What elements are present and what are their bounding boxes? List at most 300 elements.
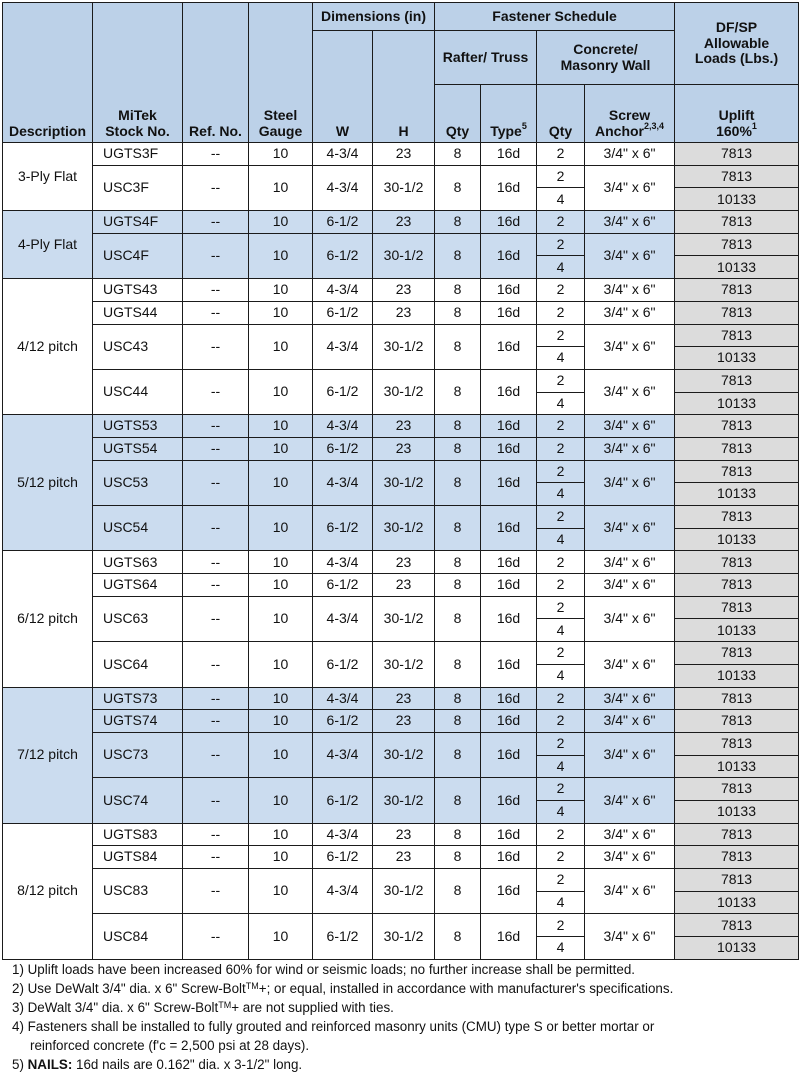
wall-qty-cell: 2 <box>537 869 585 892</box>
stock-no-cell: UGTS83 <box>93 823 183 846</box>
uplift-load-cell: 7813 <box>675 324 799 347</box>
nail-type-cell: 16d <box>481 642 537 687</box>
wall-qty-cell: 4 <box>537 891 585 914</box>
wall-qty-cell: 2 <box>537 914 585 937</box>
height-cell: 30-1/2 <box>373 732 435 777</box>
gauge-cell: 10 <box>249 233 313 278</box>
header-stock-no: MiTek Stock No. <box>93 3 183 143</box>
table-row <box>3 551 799 574</box>
height-cell: 23 <box>373 211 435 234</box>
ref-no-cell: -- <box>183 732 249 777</box>
gauge-cell: 10 <box>249 574 313 597</box>
nail-type-cell: 16d <box>481 687 537 710</box>
height-cell: 23 <box>373 846 435 869</box>
ref-no-cell: -- <box>183 823 249 846</box>
width-cell: 4-3/4 <box>313 143 373 166</box>
screw-anchor-cell: 3/4" x 6" <box>585 437 675 460</box>
height-cell: 23 <box>373 687 435 710</box>
wall-qty-cell: 2 <box>537 506 585 529</box>
ref-no-cell: -- <box>183 369 249 414</box>
uplift-load-cell: 7813 <box>675 233 799 256</box>
screw-anchor-cell: 3/4" x 6" <box>585 869 675 914</box>
rafter-qty-cell: 8 <box>435 279 481 302</box>
description-cell: 8/12 pitch <box>3 823 93 959</box>
height-cell: 23 <box>373 437 435 460</box>
gauge-cell: 10 <box>249 687 313 710</box>
footnote-2: 2) Use DeWalt 3/4" dia. x 6" Screw-Bolt™+; or equal, installed in accordance with manufacturer's specifications. <box>12 981 674 996</box>
stock-no-cell: USC63 <box>93 596 183 641</box>
nail-type-cell: 16d <box>481 415 537 438</box>
screw-anchor-cell: 3/4" x 6" <box>585 233 675 278</box>
header-concrete-masonry: Concrete/ Masonry Wall <box>537 31 675 85</box>
width-cell: 6-1/2 <box>313 710 373 733</box>
rafter-qty-cell: 8 <box>435 596 481 641</box>
nail-type-cell: 16d <box>481 233 537 278</box>
wall-qty-cell: 2 <box>537 143 585 166</box>
header-w: W <box>313 31 373 143</box>
nail-type-cell: 16d <box>481 778 537 823</box>
table-row <box>3 846 799 869</box>
ref-no-cell: -- <box>183 574 249 597</box>
ref-no-cell: -- <box>183 143 249 166</box>
screw-anchor-cell: 3/4" x 6" <box>585 846 675 869</box>
table-row <box>3 869 799 892</box>
footnote-5: 5) NAILS: 16d nails are 0.162" dia. x 3-1/2" long. <box>12 1057 303 1072</box>
ref-no-cell: -- <box>183 460 249 505</box>
table-row <box>3 324 799 347</box>
width-cell: 6-1/2 <box>313 301 373 324</box>
wall-qty-cell: 2 <box>537 301 585 324</box>
screw-anchor-cell: 3/4" x 6" <box>585 823 675 846</box>
gauge-cell: 10 <box>249 301 313 324</box>
nail-type-cell: 16d <box>481 460 537 505</box>
wall-qty-cell: 4 <box>537 619 585 642</box>
uplift-load-cell: 10133 <box>675 188 799 211</box>
screw-anchor-cell: 3/4" x 6" <box>585 596 675 641</box>
height-cell: 23 <box>373 710 435 733</box>
uplift-load-cell: 10133 <box>675 483 799 506</box>
table-row <box>3 233 799 256</box>
screw-anchor-cell: 3/4" x 6" <box>585 732 675 777</box>
height-cell: 30-1/2 <box>373 233 435 278</box>
stock-no-cell: USC64 <box>93 642 183 687</box>
uplift-load-cell: 10133 <box>675 937 799 960</box>
uplift-load-cell: 10133 <box>675 755 799 778</box>
gauge-cell: 10 <box>249 551 313 574</box>
nail-type-cell: 16d <box>481 732 537 777</box>
ref-no-cell: -- <box>183 165 249 210</box>
width-cell: 6-1/2 <box>313 642 373 687</box>
uplift-load-cell: 7813 <box>675 279 799 302</box>
ref-no-cell: -- <box>183 233 249 278</box>
height-cell: 30-1/2 <box>373 324 435 369</box>
ref-no-cell: -- <box>183 687 249 710</box>
screw-anchor-cell: 3/4" x 6" <box>585 574 675 597</box>
screw-anchor-cell: 3/4" x 6" <box>585 369 675 414</box>
wall-qty-cell: 2 <box>537 687 585 710</box>
width-cell: 6-1/2 <box>313 437 373 460</box>
table-row <box>3 143 799 166</box>
nail-type-cell: 16d <box>481 506 537 551</box>
ref-no-cell: -- <box>183 710 249 733</box>
stock-no-cell: USC73 <box>93 732 183 777</box>
uplift-load-cell: 7813 <box>675 301 799 324</box>
nail-type-cell: 16d <box>481 211 537 234</box>
gauge-cell: 10 <box>249 165 313 210</box>
screw-anchor-cell: 3/4" x 6" <box>585 710 675 733</box>
ref-no-cell: -- <box>183 301 249 324</box>
ref-no-cell: -- <box>183 506 249 551</box>
gauge-cell: 10 <box>249 869 313 914</box>
table-row <box>3 415 799 438</box>
stock-no-cell: USC54 <box>93 506 183 551</box>
rafter-qty-cell: 8 <box>435 846 481 869</box>
stock-no-cell: UGTS4F <box>93 211 183 234</box>
footnote-4-continued: reinforced concrete (f'c = 2,500 psi at 28 days). <box>30 1038 310 1053</box>
rafter-qty-cell: 8 <box>435 211 481 234</box>
table-row <box>3 642 799 665</box>
header-dimensions: Dimensions (in) <box>313 3 435 31</box>
stock-no-cell: UGTS3F <box>93 143 183 166</box>
width-cell: 4-3/4 <box>313 687 373 710</box>
screw-anchor-cell: 3/4" x 6" <box>585 279 675 302</box>
wall-qty-cell: 2 <box>537 823 585 846</box>
table-row <box>3 211 799 234</box>
gauge-cell: 10 <box>249 710 313 733</box>
nail-type-cell: 16d <box>481 165 537 210</box>
rafter-qty-cell: 8 <box>435 437 481 460</box>
height-cell: 23 <box>373 143 435 166</box>
wall-qty-cell: 4 <box>537 755 585 778</box>
stock-no-cell: UGTS73 <box>93 687 183 710</box>
rafter-qty-cell: 8 <box>435 301 481 324</box>
width-cell: 4-3/4 <box>313 551 373 574</box>
screw-anchor-cell: 3/4" x 6" <box>585 301 675 324</box>
stock-no-cell: USC53 <box>93 460 183 505</box>
table-row <box>3 279 799 302</box>
rafter-qty-cell: 8 <box>435 165 481 210</box>
wall-qty-cell: 2 <box>537 165 585 188</box>
nail-type-cell: 16d <box>481 914 537 959</box>
nail-type-cell: 16d <box>481 823 537 846</box>
rafter-qty-cell: 8 <box>435 369 481 414</box>
table-row <box>3 506 799 529</box>
uplift-load-cell: 7813 <box>675 596 799 619</box>
table-body <box>3 143 799 960</box>
uplift-load-cell: 7813 <box>675 211 799 234</box>
uplift-load-cell: 7813 <box>675 165 799 188</box>
wall-qty-cell: 2 <box>537 460 585 483</box>
rafter-qty-cell: 8 <box>435 778 481 823</box>
description-cell: 4-Ply Flat <box>3 211 93 279</box>
height-cell: 23 <box>373 301 435 324</box>
table-row <box>3 460 799 483</box>
screw-anchor-cell: 3/4" x 6" <box>585 415 675 438</box>
width-cell: 6-1/2 <box>313 369 373 414</box>
width-cell: 6-1/2 <box>313 211 373 234</box>
table-row <box>3 301 799 324</box>
gauge-cell: 10 <box>249 415 313 438</box>
description-cell: 4/12 pitch <box>3 279 93 415</box>
width-cell: 4-3/4 <box>313 415 373 438</box>
uplift-load-cell: 7813 <box>675 846 799 869</box>
stock-no-cell: UGTS53 <box>93 415 183 438</box>
wall-qty-cell: 2 <box>537 710 585 733</box>
rafter-qty-cell: 8 <box>435 233 481 278</box>
wall-qty-cell: 2 <box>537 551 585 574</box>
wall-qty-cell: 4 <box>537 188 585 211</box>
stock-no-cell: UGTS64 <box>93 574 183 597</box>
nail-type-cell: 16d <box>481 710 537 733</box>
screw-anchor-cell: 3/4" x 6" <box>585 914 675 959</box>
uplift-load-cell: 7813 <box>675 437 799 460</box>
rafter-qty-cell: 8 <box>435 143 481 166</box>
ref-no-cell: -- <box>183 869 249 914</box>
screw-anchor-cell: 3/4" x 6" <box>585 687 675 710</box>
uplift-load-cell: 7813 <box>675 914 799 937</box>
uplift-load-cell: 7813 <box>675 369 799 392</box>
height-cell: 23 <box>373 574 435 597</box>
uplift-load-cell: 10133 <box>675 347 799 370</box>
uplift-load-cell: 10133 <box>675 256 799 279</box>
uplift-load-cell: 7813 <box>675 415 799 438</box>
wall-qty-cell: 4 <box>537 347 585 370</box>
header-rafter-truss: Rafter/ Truss <box>435 31 537 85</box>
gauge-cell: 10 <box>249 914 313 959</box>
stock-no-cell: UGTS63 <box>93 551 183 574</box>
wall-qty-cell: 2 <box>537 846 585 869</box>
footnote-4: 4) Fasteners shall be installed to fully grouted and reinforced masonry units (CMU) type S or better mortar or <box>12 1019 655 1034</box>
uplift-load-cell: 7813 <box>675 642 799 665</box>
gauge-cell: 10 <box>249 211 313 234</box>
uplift-load-cell: 7813 <box>675 551 799 574</box>
gauge-cell: 10 <box>249 279 313 302</box>
wall-qty-cell: 2 <box>537 732 585 755</box>
wall-qty-cell: 2 <box>537 415 585 438</box>
wall-qty-cell: 2 <box>537 596 585 619</box>
height-cell: 23 <box>373 823 435 846</box>
stock-no-cell: USC43 <box>93 324 183 369</box>
wall-qty-cell: 4 <box>537 664 585 687</box>
wall-qty-cell: 4 <box>537 937 585 960</box>
ref-no-cell: -- <box>183 914 249 959</box>
screw-anchor-cell: 3/4" x 6" <box>585 211 675 234</box>
height-cell: 30-1/2 <box>373 165 435 210</box>
gauge-cell: 10 <box>249 642 313 687</box>
screw-anchor-cell: 3/4" x 6" <box>585 143 675 166</box>
screw-anchor-cell: 3/4" x 6" <box>585 165 675 210</box>
uplift-load-cell: 10133 <box>675 800 799 823</box>
header-wall-qty: Qty <box>537 85 585 143</box>
rafter-qty-cell: 8 <box>435 460 481 505</box>
uplift-load-cell: 7813 <box>675 732 799 755</box>
wall-qty-cell: 4 <box>537 528 585 551</box>
height-cell: 30-1/2 <box>373 869 435 914</box>
ref-no-cell: -- <box>183 279 249 302</box>
nail-type-cell: 16d <box>481 369 537 414</box>
stock-no-cell: UGTS44 <box>93 301 183 324</box>
uplift-load-cell: 7813 <box>675 778 799 801</box>
stock-no-cell: UGTS43 <box>93 279 183 302</box>
uplift-load-cell: 10133 <box>675 528 799 551</box>
width-cell: 6-1/2 <box>313 778 373 823</box>
table-row <box>3 369 799 392</box>
uplift-load-cell: 10133 <box>675 619 799 642</box>
uplift-load-cell: 7813 <box>675 710 799 733</box>
gauge-cell: 10 <box>249 143 313 166</box>
description-cell: 6/12 pitch <box>3 551 93 687</box>
header-ref-no: Ref. No. <box>183 3 249 143</box>
screw-anchor-cell: 3/4" x 6" <box>585 778 675 823</box>
gauge-cell: 10 <box>249 823 313 846</box>
wall-qty-cell: 2 <box>537 574 585 597</box>
rafter-qty-cell: 8 <box>435 732 481 777</box>
ref-no-cell: -- <box>183 551 249 574</box>
height-cell: 30-1/2 <box>373 369 435 414</box>
footnotes <box>12 960 792 1074</box>
screw-anchor-cell: 3/4" x 6" <box>585 506 675 551</box>
gauge-cell: 10 <box>249 846 313 869</box>
uplift-load-cell: 7813 <box>675 823 799 846</box>
nail-type-cell: 16d <box>481 143 537 166</box>
ref-no-cell: -- <box>183 846 249 869</box>
stock-no-cell: USC84 <box>93 914 183 959</box>
width-cell: 6-1/2 <box>313 574 373 597</box>
screw-anchor-cell: 3/4" x 6" <box>585 551 675 574</box>
stock-no-cell: USC74 <box>93 778 183 823</box>
height-cell: 30-1/2 <box>373 460 435 505</box>
gauge-cell: 10 <box>249 596 313 641</box>
width-cell: 6-1/2 <box>313 506 373 551</box>
nail-type-cell: 16d <box>481 324 537 369</box>
rafter-qty-cell: 8 <box>435 415 481 438</box>
stock-no-cell: USC44 <box>93 369 183 414</box>
header-type: Type$^5$ <box>481 85 537 143</box>
table-row <box>3 687 799 710</box>
stock-no-cell: USC83 <box>93 869 183 914</box>
gauge-cell: 10 <box>249 506 313 551</box>
rafter-qty-cell: 8 <box>435 869 481 914</box>
stock-no-cell: UGTS84 <box>93 846 183 869</box>
nail-type-cell: 16d <box>481 846 537 869</box>
table-row <box>3 165 799 188</box>
nail-type-cell: 16d <box>481 869 537 914</box>
rafter-qty-cell: 8 <box>435 506 481 551</box>
rafter-qty-cell: 8 <box>435 914 481 959</box>
wall-qty-cell: 2 <box>537 642 585 665</box>
description-cell: 3-Ply Flat <box>3 143 93 211</box>
width-cell: 4-3/4 <box>313 279 373 302</box>
uplift-load-cell: 7813 <box>675 574 799 597</box>
height-cell: 23 <box>373 415 435 438</box>
description-cell: 5/12 pitch <box>3 415 93 551</box>
connector-spec-table <box>2 2 799 960</box>
nail-type-cell: 16d <box>481 279 537 302</box>
gauge-cell: 10 <box>249 324 313 369</box>
header-uplift: Uplift 160%$^1$ <box>675 85 799 143</box>
height-cell: 23 <box>373 279 435 302</box>
uplift-load-cell: 7813 <box>675 460 799 483</box>
table-row <box>3 732 799 755</box>
nail-type-cell: 16d <box>481 551 537 574</box>
stock-no-cell: USC4F <box>93 233 183 278</box>
wall-qty-cell: 2 <box>537 233 585 256</box>
width-cell: 4-3/4 <box>313 732 373 777</box>
rafter-qty-cell: 8 <box>435 324 481 369</box>
uplift-load-cell: 10133 <box>675 664 799 687</box>
uplift-load-cell: 10133 <box>675 891 799 914</box>
width-cell: 6-1/2 <box>313 233 373 278</box>
header-h: H <box>373 31 435 143</box>
nail-type-cell: 16d <box>481 301 537 324</box>
gauge-cell: 10 <box>249 460 313 505</box>
wall-qty-cell: 2 <box>537 437 585 460</box>
header-description: Description <box>3 3 93 143</box>
width-cell: 4-3/4 <box>313 165 373 210</box>
width-cell: 4-3/4 <box>313 823 373 846</box>
ref-no-cell: -- <box>183 415 249 438</box>
wall-qty-cell: 4 <box>537 392 585 415</box>
height-cell: 30-1/2 <box>373 914 435 959</box>
width-cell: 4-3/4 <box>313 324 373 369</box>
height-cell: 30-1/2 <box>373 596 435 641</box>
stock-no-cell: USC3F <box>93 165 183 210</box>
wall-qty-cell: 4 <box>537 256 585 279</box>
ref-no-cell: -- <box>183 642 249 687</box>
header-fastener-schedule: Fastener Schedule <box>435 3 675 31</box>
header-screw-anchor: Screw Anchor$^{2,3,4}$ <box>585 85 675 143</box>
table-row <box>3 823 799 846</box>
ref-no-cell: -- <box>183 437 249 460</box>
ref-no-cell: -- <box>183 596 249 641</box>
rafter-qty-cell: 8 <box>435 551 481 574</box>
nail-type-cell: 16d <box>481 574 537 597</box>
table-row <box>3 914 799 937</box>
wall-qty-cell: 2 <box>537 369 585 392</box>
height-cell: 30-1/2 <box>373 642 435 687</box>
table-row <box>3 596 799 619</box>
footnote-1: 1) Uplift loads have been increased 60% for wind or seismic loads; no further increase shall be permitted. <box>12 962 635 977</box>
screw-anchor-cell: 3/4" x 6" <box>585 324 675 369</box>
nail-type-cell: 16d <box>481 596 537 641</box>
table-row <box>3 778 799 801</box>
width-cell: 6-1/2 <box>313 846 373 869</box>
rafter-qty-cell: 8 <box>435 710 481 733</box>
width-cell: 4-3/4 <box>313 596 373 641</box>
wall-qty-cell: 2 <box>537 778 585 801</box>
gauge-cell: 10 <box>249 778 313 823</box>
wall-qty-cell: 2 <box>537 279 585 302</box>
header-rafter-qty: Qty <box>435 85 481 143</box>
header-steel-gauge: Steel Gauge <box>249 3 313 143</box>
height-cell: 23 <box>373 551 435 574</box>
wall-qty-cell: 4 <box>537 800 585 823</box>
screw-anchor-cell: 3/4" x 6" <box>585 642 675 687</box>
gauge-cell: 10 <box>249 437 313 460</box>
rafter-qty-cell: 8 <box>435 574 481 597</box>
width-cell: 6-1/2 <box>313 914 373 959</box>
ref-no-cell: -- <box>183 778 249 823</box>
wall-qty-cell: 4 <box>537 483 585 506</box>
uplift-load-cell: 7813 <box>675 687 799 710</box>
height-cell: 30-1/2 <box>373 778 435 823</box>
ref-no-cell: -- <box>183 324 249 369</box>
uplift-load-cell: 7813 <box>675 506 799 529</box>
wall-qty-cell: 2 <box>537 324 585 347</box>
height-cell: 30-1/2 <box>373 506 435 551</box>
header-allowable-loads: DF/SP Allowable Loads (Lbs.) <box>675 3 799 85</box>
width-cell: 4-3/4 <box>313 460 373 505</box>
